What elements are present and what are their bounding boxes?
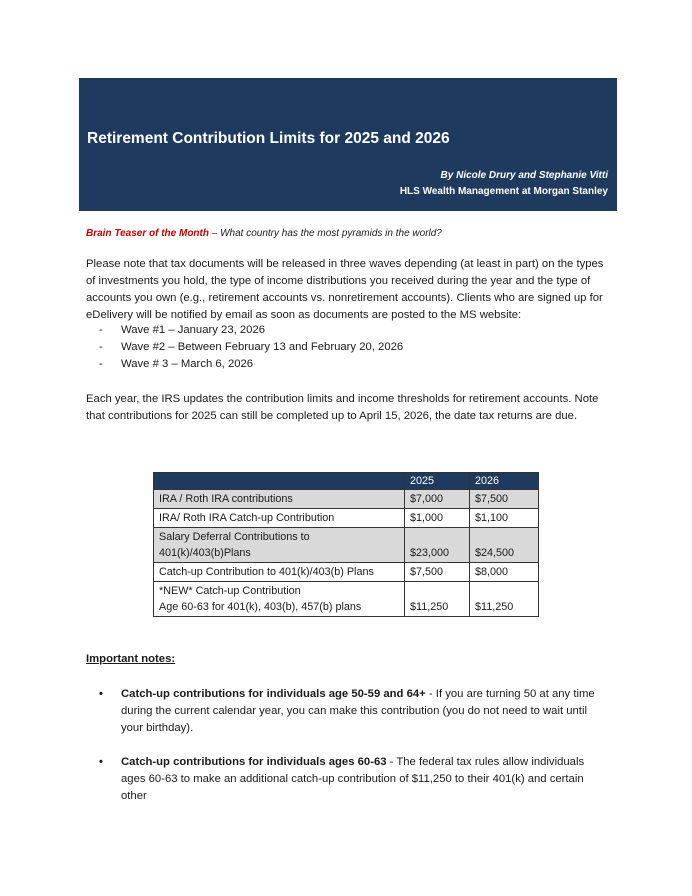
value-2026: $7,500	[470, 490, 539, 509]
list-item: - Wave #2 – Between February 13 and February 20, 2026	[99, 341, 404, 353]
contribution-limits-table	[153, 472, 539, 617]
bullet-icon: •	[99, 756, 103, 768]
list-item: - Wave #1 – January 23, 2026	[99, 324, 266, 336]
value-2025: $23,000	[405, 528, 470, 563]
value-2025: $11,250	[405, 582, 470, 617]
value-2026: $11,250	[470, 582, 539, 617]
row-label: IRA / Roth IRA contributions	[154, 490, 405, 509]
document-title: Retirement Contribution Limits for 2025 and 2026	[87, 130, 450, 147]
authors: By Nicole Drury and Stephanie Vitti	[440, 170, 608, 181]
value-2026: $24,500	[470, 528, 539, 563]
list-item	[99, 686, 609, 737]
value-2026: $1,100	[470, 509, 539, 528]
notes-list	[99, 686, 609, 822]
row-label: Catch-up Contribution to 401(k)/403(b) Plans	[154, 563, 405, 582]
note-title: Catch-up contributions for individuals age 50-59 and 64+	[121, 688, 426, 700]
intro-paragraph: Please note that tax documents will be released in three waves depending (at least in part) on the types of investments you hold, the type of income distributions you received during the year and the type of accounts you own (e.g., retirement accounts vs. nonretirement accounts). Clients who are signed up for eDelivery will be notified by email as soon as documents are posted to the MS website:	[86, 258, 604, 321]
note-text: - The federal tax rules allow individuals ages 60-63 to make an additional catch-up contribution of $11,250 to their 401(k) and certain other	[121, 756, 585, 802]
byline	[400, 168, 608, 200]
row-label: *NEW* Catch-up Contribution Age 60-63 for 401(k), 403(b), 457(b) plans	[154, 582, 405, 617]
value-2025: $7,000	[405, 490, 470, 509]
table-header-2025: 2025	[405, 473, 470, 490]
notes-heading: Important notes:	[86, 653, 176, 665]
table-row	[154, 563, 539, 582]
list-item	[99, 754, 609, 805]
table-header-cell	[154, 473, 405, 490]
irs-paragraph: Each year, the IRS updates the contribution limits and income thresholds for retirement accounts. Note that contributions for 2025 can still be completed up to April 15, 2026, the date tax returns are due.	[86, 393, 599, 422]
table-row	[154, 582, 539, 617]
bullet-icon: •	[99, 688, 103, 700]
table-row	[154, 528, 539, 563]
value-2025: $7,500	[405, 563, 470, 582]
value-2025: $1,000	[405, 509, 470, 528]
firm-name: HLS Wealth Management at Morgan Stanley	[399, 186, 608, 197]
table-row	[154, 509, 539, 528]
wave-list	[99, 322, 403, 373]
brain-teaser-question: – What country has the most pyramids in the world?	[208, 228, 442, 239]
table-header-row	[154, 473, 539, 490]
row-label: Salary Deferral Contributions to 401(k)/403(b)Plans	[154, 528, 405, 563]
note-text: - If you are turning 50 at any time during the current calendar year, you can make this contribution (you do not need to wait until your birthday).	[121, 688, 595, 734]
note-title: Catch-up contributions for individuals ages 60-63	[121, 756, 387, 768]
table-row	[154, 490, 539, 509]
brain-teaser	[86, 228, 442, 239]
row-label: IRA/ Roth IRA Catch-up Contribution	[154, 509, 405, 528]
header-banner	[79, 78, 617, 211]
table-header-2026: 2026	[470, 473, 539, 490]
brain-teaser-label: Brain Teaser of the Month	[86, 228, 209, 239]
list-item: - Wave # 3 – March 6, 2026	[99, 358, 254, 370]
value-2026: $8,000	[470, 563, 539, 582]
